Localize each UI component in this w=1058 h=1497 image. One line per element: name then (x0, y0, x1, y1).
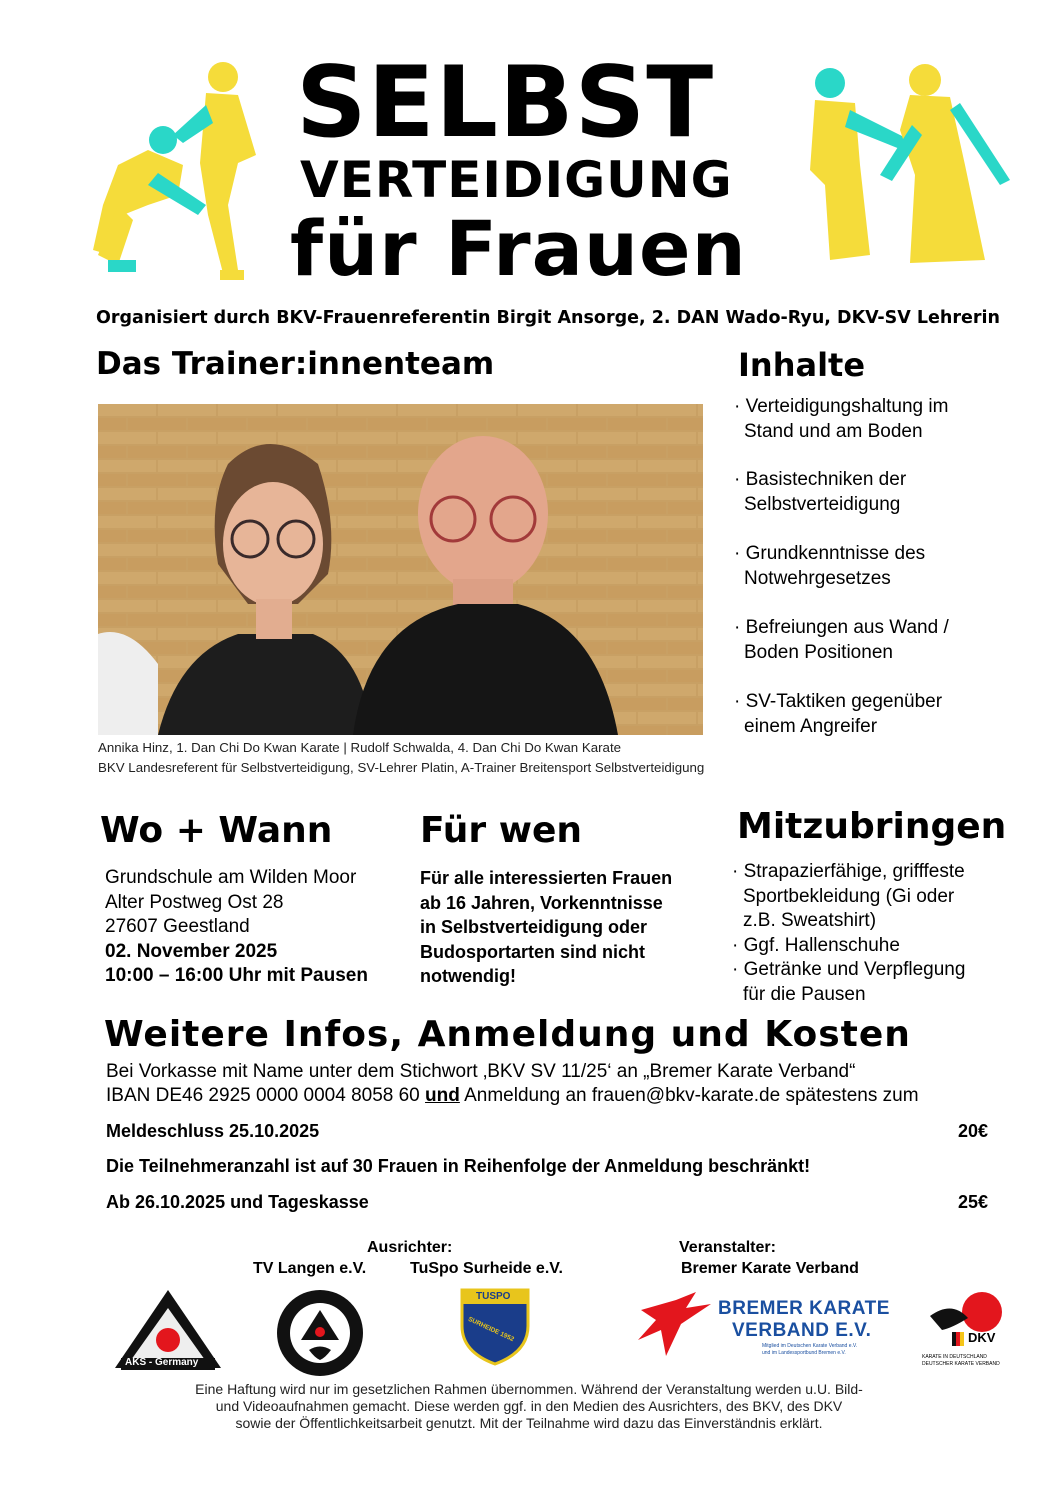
list-item: · Basistechniken der Selbstverteidigung (734, 469, 907, 515)
title-verteidigung: VERTEIDIGUNG (300, 151, 733, 209)
organizer-line: Organisiert durch BKV-Frauenreferentin Birgit Ansorge, 2. DAN Wado-Ryu, DKV-SV Lehrerin (96, 308, 1000, 328)
tv-langen-logo (275, 1288, 365, 1378)
late-label: Ab 26.10.2025 und Tageskasse (106, 1192, 369, 1212)
bremer-karate-verband-logo: BREMER KARATE VERBAND E.V. Mitglied im Deutschen Karate Verband e.V. und im Landessportbund Bremen e.V. (636, 1290, 901, 1360)
title-selbst: SELBST (296, 46, 715, 160)
dkv-logo: DKV KARATE IN DEUTSCHLAND DEUTSCHER KARATE VERBAND (922, 1290, 1012, 1370)
payment-line: Bei Vorkasse mit Name unter dem Stichwort ‚BKV SV 11/25‘ an „Bremer Karate Verband“ (106, 1061, 856, 1082)
wo-wann-details (105, 866, 368, 989)
iban-line: IBAN DE46 2925 0000 0004 8058 60 und Anmeldung an frauen@bkv-karate.de spätestens zum (106, 1085, 919, 1106)
late-price: 25€ (958, 1192, 989, 1212)
inhalte-heading: Inhalte (738, 346, 866, 384)
list-item: · Befreiungen aus Wand / Boden Positionen (734, 617, 949, 663)
event-time: 10:00 – 16:00 Uhr mit Pausen (105, 965, 368, 986)
ausrichter-1: TV Langen e.V. (253, 1260, 367, 1277)
fuer-wen-text: Für alle interessierten Frauen ab 16 Jahren, Vorkenntnisse in Selbstverteidigung oder Budosportarten sind nicht notwendig! (420, 868, 673, 986)
event-date: 02. November 2025 (105, 940, 278, 962)
title-fuer-frauen: für Frauen (290, 204, 747, 293)
venue-name: Grundschule am Wilden Moor (105, 867, 357, 888)
fuer-wen-heading: Für wen (420, 810, 583, 851)
list-item: · SV-Taktiken gegenüber einem Angreifer (734, 691, 943, 737)
deadline-label: Meldeschluss 25.10.2025 (106, 1121, 320, 1141)
venue-city: 27607 Geestland (105, 916, 250, 937)
list-item: · Grundkenntnisse des Notwehrgesetzes (734, 543, 926, 589)
trainer-caption-2: BKV Landesreferent für Selbstverteidigung, SV-Lehrer Platin, A-Trainer Breitensport Selbstverteidigung (98, 760, 705, 775)
venue-street: Alter Postweg Ost 28 (105, 891, 284, 913)
mitbringen-heading: Mitzubringen (737, 806, 1007, 847)
veranstalter-label: Veranstalter: (679, 1239, 776, 1256)
trainer-photo (98, 404, 703, 735)
infos-text (106, 1060, 919, 1108)
list-item: · Verteidigungshaltung im Stand und am Boden (734, 396, 949, 442)
trainer-caption-1: Annika Hinz, 1. Dan Chi Do Kwan Karate | Rudolf Schwalda, 4. Dan Chi Do Kwan Karate (98, 740, 622, 755)
ausrichter-2: TuSpo Surheide e.V. (410, 1260, 563, 1277)
ausrichter-label: Ausrichter: (367, 1239, 453, 1256)
tuspo-surheide-logo: TUSPO SURHEIDE 1952 (458, 1286, 532, 1366)
veranstalter-name: Bremer Karate Verband (681, 1260, 859, 1277)
aks-germany-logo: AKS - Germany (113, 1288, 223, 1372)
trainers-heading: Das Trainer:innenteam (96, 346, 495, 382)
infos-heading: Weitere Infos, Anmeldung und Kosten (104, 1014, 911, 1055)
deadline-price: 20€ (958, 1121, 989, 1141)
inhalte-list (734, 394, 949, 739)
participant-limit: Die Teilnehmeranzahl ist auf 30 Frauen in Reihenfolge der Anmeldung beschränkt! (106, 1156, 811, 1176)
wo-wann-heading: Wo + Wann (100, 810, 333, 851)
mitbringen-list: · Strapazierfähige, grifffeste Sportbekleidung (Gi oder z.B. Sweatshirt) · Ggf. Hallenschuhe · Getränke und Verpflegung für die Pausen (732, 861, 966, 1005)
self-defense-illustration-left (88, 55, 273, 290)
disclaimer: Eine Haftung wird nur im gesetzlichen Rahmen übernommen. Während der Veranstaltung werden u.U. Bild- und Videoaufnahmen gemacht. Diese werden ggf. in den Medien des Ausrichters, des BKV, des DKV sowie der Öffentlichkeitsarbeit genutzt. Mit der Teilnahme wird dazu das Einverständnis erklärt. (195, 1381, 863, 1431)
self-defense-illustration-right (800, 55, 1015, 265)
